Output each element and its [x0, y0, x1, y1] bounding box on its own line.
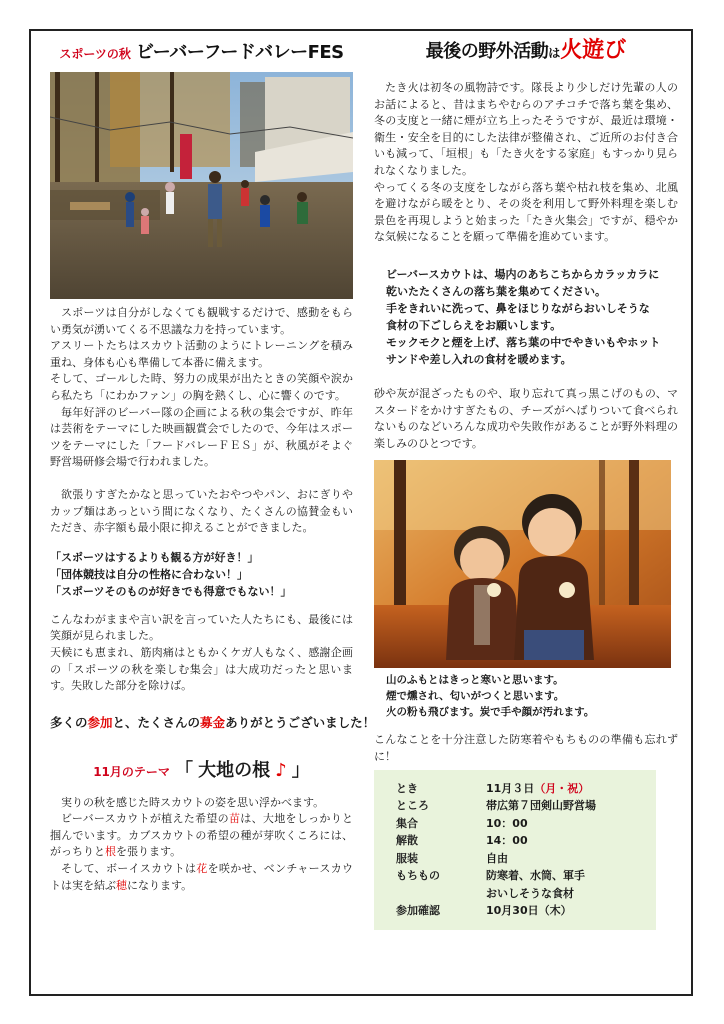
info-value: 自由 [486, 851, 508, 865]
left-title [50, 38, 353, 68]
quote-list [50, 549, 353, 600]
theme-highlight: 花 [196, 862, 208, 876]
right-paragraph: やってくる冬の支度をしながら落ち葉や枯れ枝を集め、北風を避けながら暖をとり、その炎を利用して野外料理を楽しむ景色を再現しようと始まった「たき火集会」ですが、穏やかな気候になることを願って準備を進めています。 [374, 180, 678, 244]
theme-highlight: 根 [105, 845, 116, 859]
theme-label: 11月のテーマ [93, 764, 170, 779]
thanks-text: ありがとうございました！ [225, 714, 376, 730]
info-value: 帯広第７団剣山野営場 [486, 799, 596, 812]
info-label: 解散 [396, 834, 418, 847]
theme-body [50, 795, 353, 895]
right-title [374, 36, 678, 66]
info-row-items [396, 867, 656, 885]
theme-bracket: 」 [291, 759, 310, 781]
left-paragraph: 毎年好評のビーバー隊の企画による秋の集会ですが、昨年は芸術をテーマにした映画観賞会でしたので、今年はスポーツをテーマにした「フードバレーＦＥＳ」が、秋風がそよぐ野営場研修会場で行われました。 [50, 405, 353, 469]
info-value: おいしそうな食材 [486, 886, 574, 900]
info-value [486, 780, 589, 798]
photo-caption [374, 672, 678, 720]
theme-text: を張ります。 [116, 845, 182, 859]
quote-item: 「スポーツそのものが好きでも得意でもない！」 [50, 584, 292, 598]
info-value: 10月30日（木） [486, 904, 572, 917]
instruction-line: ビーバースカウトは、場内のあちこちからカラッカラに [386, 267, 660, 281]
monthly-theme-heading [50, 755, 353, 787]
instruction-line: 食材の下ごしらえをお願いします。 [386, 318, 562, 332]
info-value: 14：00 [486, 834, 528, 847]
thanks-highlight: 募金 [200, 714, 226, 730]
music-note-icon: ♪ [275, 759, 287, 781]
right-title-particle: は [548, 46, 561, 60]
left-title-small: スポーツの秋 [59, 47, 131, 61]
right-body-1 [374, 80, 678, 246]
left-paragraph: そして、ゴールした時、努力の成果が出たときの笑顔や涙から私たち「にわかファン」の胸を熱くし、心に響くのです。 [50, 372, 353, 402]
theme-bracket: 「 [175, 759, 193, 781]
info-label: とき [396, 781, 418, 795]
info-label-empty [396, 885, 486, 903]
info-row-when [396, 780, 656, 798]
theme-paragraph [50, 811, 353, 861]
right-column [374, 36, 678, 930]
quote-item: 「団体競技は自分の性格に合わない！」 [50, 567, 248, 581]
left-column [50, 38, 376, 894]
theme-text: になります。 [127, 878, 193, 892]
info-value-date: 11月３日 [486, 781, 535, 795]
instruction-line: モックモクと煙を上げ、落ち葉の中でやきいもやホット [386, 335, 661, 349]
left-body-1 [50, 305, 353, 471]
left-paragraph: 欲張りすぎたかなと思っていたおやつやパン、おにぎりやカップ麺はあっという間になくなり、たくさんの協賛金もいただき、赤字額も最小限に抑えることができました。 [50, 487, 353, 535]
left-paragraph: 天候にも恵まれ、筋肉痛はともかくケガ人もなく、感謝企画の「スポーツの秋を楽しむ集会」は大成功だったと思います。失敗した部分を除けば。 [50, 645, 353, 693]
instruction-list [374, 266, 678, 368]
caption-line: 煙で燻され、匂いがつくと思います。 [386, 690, 565, 703]
theme-title: 大地の根 [198, 759, 271, 781]
photo-food-volley-fes [50, 72, 353, 299]
right-paragraph: こんなことを十分注意した防寒着やもちものの準備も忘れずに！ [374, 733, 678, 763]
info-row-confirm [396, 902, 656, 920]
theme-text: そして、ボーイスカウトは [61, 862, 197, 876]
quote-item: 「スポーツはするよりも観る方が好き！」 [50, 550, 259, 564]
instruction-line: サンドや差し入れの食材を暖めます。 [386, 352, 572, 366]
thanks-text: 多くの [50, 714, 88, 730]
photo-two-boys-autumn [374, 460, 671, 668]
info-value: 防寒着、水筒、軍手 [486, 869, 585, 882]
info-value-holiday: （月・祝） [534, 781, 590, 795]
right-paragraph: たき火は初冬の風物詩です。隊長より少しだけ先輩の人のお話によると、昔はまちやむらのアチコチで落ち葉を集め、冬の支度と一緒に煙が立ち上ったそうですが、最近は環境・衛生・安全を目的にした法律が整備され、ご近所のお付き合いも減って、「垣根」も「たき火をする家庭」もすっかり見られなくなりました。 [374, 81, 678, 177]
info-row-gather [396, 815, 656, 833]
caption-line: 火の粉も飛びます。炭で手や顔が汚れます。 [386, 706, 595, 719]
thanks-highlight: 参加 [87, 714, 113, 730]
right-paragraph: 砂や灰が混ざったものや、取り忘れて真っ黒こげのもの、マスタードをかけすぎたもの、チーズがへばりついて食べられないものなどいろんな成功や失敗作があることが野外料理の楽しみのひとつです。 [374, 386, 678, 450]
info-label: もちもの [396, 869, 440, 882]
theme-text: は、大地をしっかりと掴んでいます。カブスカウトの希望の種が芽吹くころには、がっちりと [50, 812, 354, 859]
theme-text: を咲かせ、ベンチャースカウトは実を結ぶ [50, 862, 354, 892]
thanks-message [50, 713, 376, 731]
info-label: 参加確認 [396, 904, 440, 917]
caption-line: 山のふもとはきっと寒いと思います。 [386, 674, 564, 687]
info-row-dress [396, 850, 656, 868]
left-title-main: ビーバーフードバレーFES [135, 42, 344, 63]
right-title-main: 最後の野外活動 [425, 41, 549, 62]
theme-highlight: 穂 [116, 878, 127, 892]
info-label: 集合 [396, 816, 418, 830]
info-row-dismiss [396, 832, 656, 850]
event-info-box [374, 770, 656, 930]
theme-paragraph: 実りの秋を感じた時スカウトの姿を思い浮かべます。 [61, 795, 325, 809]
info-label: 服装 [396, 851, 418, 865]
info-label: ところ [396, 799, 429, 812]
right-title-highlight: 火遊び [560, 38, 627, 63]
info-row-items-2 [396, 885, 656, 903]
left-paragraph: アスリートたちはスカウト活動のようにトレーニングを積み重ね、身体も心も準備して本番に備えます。 [50, 339, 353, 369]
info-value: 10：00 [486, 816, 528, 830]
thanks-text: と、たくさんの [112, 714, 201, 730]
theme-text: ビーバースカウトが植えた希望の [61, 812, 229, 826]
left-paragraph: スポーツは自分がしなくても観戦するだけで、感動をもらい勇気が湧いてくる不思議な力を持っています。 [50, 306, 353, 336]
instruction-line: 手をきれいに洗って、鼻をほじりながらおいしそうな [386, 301, 650, 315]
info-row-where [396, 797, 656, 815]
instruction-line: 乾いたたくさんの落ち葉を集めてください。 [386, 284, 606, 298]
theme-paragraph [50, 861, 353, 894]
theme-highlight: 苗 [228, 812, 241, 826]
left-paragraph: こんなわがままや言い訳を言っていた人たちにも、最後には笑顔が見られました。 [50, 612, 353, 643]
